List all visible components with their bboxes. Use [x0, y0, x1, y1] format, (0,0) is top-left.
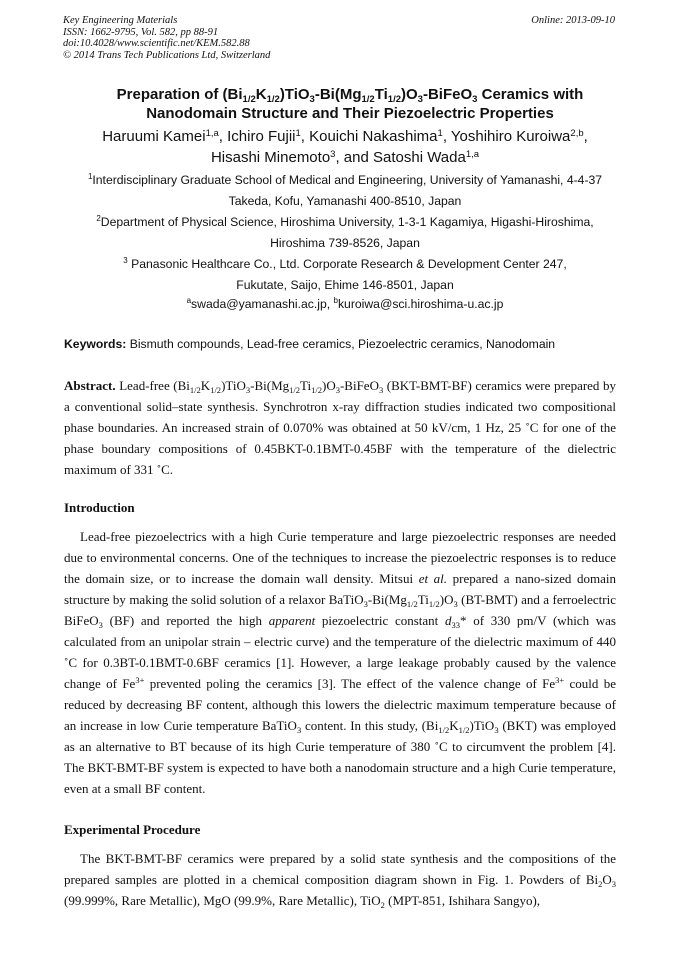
abstract-label: Abstract. — [64, 378, 116, 393]
journal-issn: ISSN: 1662-9795, Vol. 582, pp 88-91 — [63, 26, 219, 38]
section-heading-experimental: Experimental Procedure — [64, 822, 201, 837]
title-line-1: Preparation of $(Bi_{1/2}K_{1/2})TiO_3-Bi(Mg_{1/2}Ti_{1/2})O_3-BiFeO_3$ Ceramics with — [116, 86, 584, 105]
keywords-text: Bismuth compounds, Lead-free ceramics, Piezoelectric ceramics, Nanodomain — [126, 337, 556, 351]
email-b[interactable]: kuroiwa@sci.hiroshima-u.ac.jp — [337, 297, 504, 311]
paper-title — [70, 85, 630, 123]
introduction-paragraph: Lead-free piezoelectrics with a high Curie temperature and large piezoelectric responses are needed due to environmental concerns. One of the techniques to increase the piezoelectric responses is to reduce the domain size, or to increase the domain wall density. Mitsui et al. prepared a nano-sized domain structure by making the solid solution of a relaxor $BaTiO_3-Bi(Mg_{1/2}Ti_{1/2})O_3$ (BT-BMT) and a ferroelectric BiFeO$_3$ (BF) and reported the high apparent piezoelectric constant $d_{33}*$ of 330 pm/V (which was calculated from an unipolar strain – electric curve) and the temperature of the dielectric maximum of 440 ˚C for 0.3BT-0.1BMT-0.6BF ceramics [1]. However, a large leakage probably caused by the valence change of $Fe^{3+}$ prevented poling the ceramics [3]. The effect of the valence change of $Fe^{3+}$ could be reduced by decreasing BF content, although this lowers the dielectric maximum temperature because of an increase in low Curie temperature BaTiO$_3$ content. In this study, $(Bi_{1/2}K_{1/2})TiO_3$ (BKT) was employed as an alternative to BT because of its high Curie temperature of 380 ˚C to circumvent the problem [4]. The BKT-BMT-BF system is expected to have both a nanodomain structure and a high Curie temperature, even at a small BF content. — [64, 529, 617, 796]
author-line-1: Haruumi Kamei$^{1,a}$, Ichiro Fujii$^1$, Kouichi Nakashima$^1$, Yoshihiro Kuroiwa$^{2,b}$, — [102, 128, 588, 145]
author-list — [60, 126, 630, 168]
author-line-2: Hisashi Minemoto$^3$, and Satoshi Wada$^{1,a}$ — [210, 149, 480, 166]
affiliation-3: $^3$ Panasonic Healthcare Co., Ltd. Corporate Research & Development Center 247, Fukutate, Saijo, Ehime 146-8501, Japan — [123, 256, 567, 292]
keywords-label: Keywords: — [64, 337, 127, 351]
online-date: Online: 2013-09-10 — [531, 15, 615, 26]
title-line-2: Nanodomain Structure and Their Piezoelectric Properties — [146, 105, 554, 122]
journal-name: Key Engineering Materials — [63, 15, 178, 26]
journal-header — [63, 15, 615, 61]
journal-doi: doi:10.4028/www.scientific.net/KEM.582.88 — [63, 38, 250, 49]
affiliation-1: $^1$Interdisciplinary Graduate School of Medical and Engineering, University of Yamanashi, 4-4-37 Takeda, Kofu, Yamanashi 400-8510, Japan — [87, 172, 603, 208]
experimental-paragraph: The BKT-BMT-BF ceramics were prepared by a solid state synthesis and the compositions of the prepared samples are plotted in a chemical composition diagram shown in Fig. 1. Powders of $Bi_2O_3$ (99.999%, Rare Metallic), MgO (99.9%, Rare Metallic), TiO$_2$ (MPT-851, Ishihara Sangyo), — [64, 851, 616, 910]
affiliation-2: $^2$Department of Physical Science, Hiroshima University, 1-3-1 Kagamiya, Higashi-Hiroshima, Hiroshima 739-8526, Japan — [96, 214, 594, 250]
keywords — [64, 336, 616, 352]
author-emails: $^a$swada@yamanashi.ac.jp, $^b$kuroiwa@sci.hiroshima-u.ac.jp — [186, 296, 504, 311]
journal-copyright: © 2014 Trans Tech Publications Ltd, Switzerland — [63, 49, 271, 61]
section-heading-introduction: Introduction — [64, 500, 135, 515]
abstract: Abstract. Lead-free $(Bi_{1/2}K_{1/2})TiO_3-Bi(Mg_{1/2}Ti_{1/2})O_3-BiFeO_3$ (BKT-BMT-BF) ceramics were prepared by a conventional solid–state synthesis. Synchrotron x-ray diffraction studies indicated two compositional phase boundaries. An increased strain of 0.070% was obtained at 50 kV/cm, 1 Hz, 25 ˚C for one of the phase boundary compositions of 0.45BKT-0.1BMT-0.45BF with the temperature of the dielectric maximum of 331 ˚C. — [64, 378, 617, 477]
email-a[interactable]: swada@yamanashi.ac.jp, — [191, 297, 334, 311]
